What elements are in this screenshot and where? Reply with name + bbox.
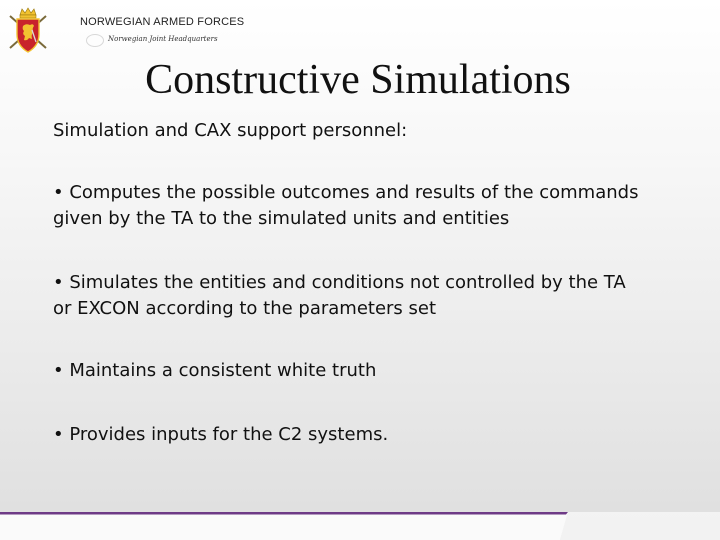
bullet-line: • Maintains a consistent white truth (53, 360, 377, 381)
footer-accent-bar (0, 506, 720, 540)
org-subtitle: Norwegian Joint Headquarters (108, 35, 218, 43)
bullet-line: given by the TA to the simulated units and entities (53, 208, 510, 229)
slide-title: Constructive Simulations (145, 57, 571, 103)
intro-text: Simulation and CAX support personnel: (53, 120, 408, 141)
bullet-line: • Provides inputs for the C2 systems. (53, 424, 389, 445)
norwegian-armed-forces-emblem-icon (6, 6, 50, 54)
bullet-item (53, 180, 693, 232)
subtitle-watermark-icon (86, 34, 104, 47)
bullet-item (53, 358, 693, 384)
bullet-line: • Simulates the entities and conditions not controlled by the TA (53, 272, 626, 293)
bullet-item (53, 270, 693, 322)
bullet-line: or EXCON according to the parameters set (53, 298, 437, 319)
org-name: NORWEGIAN ARMED FORCES (80, 16, 245, 28)
bullet-item (53, 422, 693, 448)
bullet-line: • Computes the possible outcomes and results of the commands (53, 182, 639, 203)
